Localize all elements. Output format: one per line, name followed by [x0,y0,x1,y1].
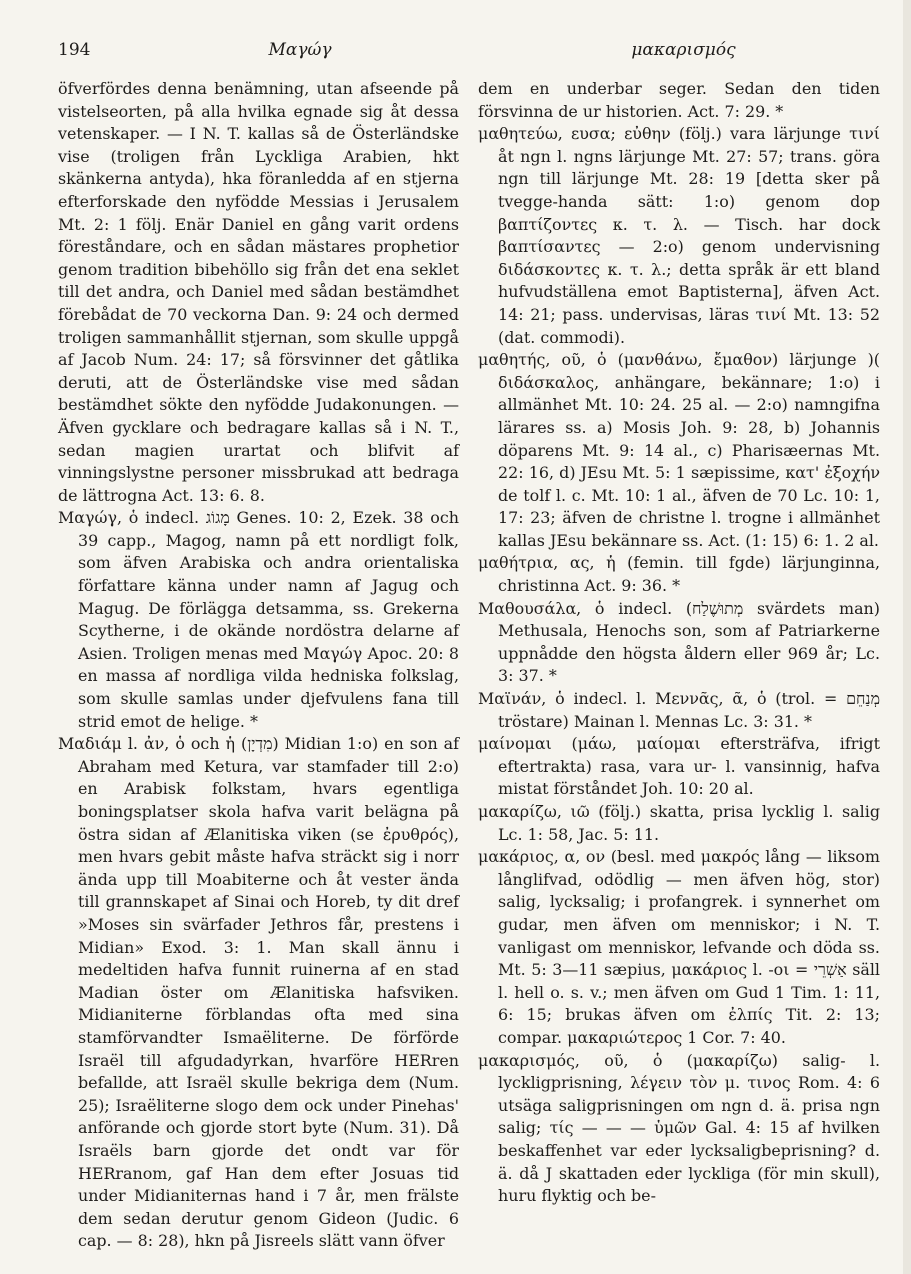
entry-mathetria: μαθήτρια, ας, ἡ (femin. till fgde) lärjunginna, christinna Act. 9: 36. * [478,553,880,596]
page-number: 194 [58,40,91,60]
left-column [58,78,459,1253]
entry-continuation-right: dem en underbar seger. Sedan den tiden försvinna de ur historien. Act. 7: 29. * [478,79,880,121]
entry-mathousala: Μαθουσάλα, ὁ indecl. (מְתוּשֶׁלַח svärdets man) Methusala, Henochs son, som af Patriarkerne uppnådde den högsta åldern eller 969 år; Lc. 3: 37. * [478,598,880,686]
entry-mainan: Μαϊνάν, ὁ indecl. l. Μεννᾶς, ᾶ, ὁ (trol. = מְנַחֵם tröstare) Mainan l. Mennas Lc. 3: 31. * [478,689,880,731]
entry-madiam: Μαδιάμ l. ἀν, ὁ och ἡ (מִדְיָן) Midian 1:o) en son af Abraham med Ketura, var stamfader till 2:o) en Arabisk folkstam, hvars egentliga boningsplatser skola hafva varit belägna på östra sidan af Ælanitiska viken (se ἐρυθρός), men hvars gebit måste hafva sträckt sig i norr ända upp till Moabiterne och åt vester ända till grannskapet af Sinai och Horeb, ty dit dref »Moses sin svärfader Jethros får, prestens i Midian» Exod. 3: 1. Man skall ännu i medeltiden hafva funnit ruinerna af en stad Madian öster om Ælanitiska hafsviken. Midianiterne förblandas ofta med sina stamförvandter Ismaëliterne. De förförde Israël till afgudadyrkan, hvarföre HERren befallde, att Israël skulle bekriga dem (Num. 25); Israëliterne slogo dem ock under Pinehas' anförande och gjorde stort byte (Num. 31). Då Israëls barn gjorde det ondt var för HERranom, gaf Han dem efter Josuas tid under Midianiternas hand i 7 år, men frälste dem sedan derutur genom Gideon (Judic. 6 cap. — 8: 28), hkn på Jisreels slätt vann öfver [58,734,459,1251]
entry-matheteuo: μαθητεύω, ευσα; εὐθην (följ.) vara lärjunge τινί åt ngn l. ngns lärjunge Mt. 27: 57; trans. göra ngn till lärjunge Mt. 28: 19 [detta sker på tvegge-handa sätt: 1:o) genom dop βαπτίζοντες κ. τ. λ. — Tisch. har dock βαπτίσαντες — 2:o) genom undervisning διδάσκοντες κ. τ. λ.; detta språk är ett bland hufvudställena emot Baptisterna], äfven Act. 14: 21; pass. undervisas, läras τινί Mt. 13: 52 (dat. commodi). [478,124,880,347]
entry-makarismos: μακαρισμός, οῦ, ὁ (μακαρίζω) salig- l. lyckligprisning, λέγειν τὸν μ. τινος Rom. 4: 6 utsäga saligprisningen om ngn d. ä. prisa ngn salig; τίς — — — ὑμῶν Gal. 4: 15 af hvilken beskaffenhet var eder lycksaligbeprisning? d. ä. då J skattaden eder lyckliga (för min skull), huru flyktig och be- [478,1050,880,1206]
page-edge [903,0,911,1274]
entry-makarizo: μακαρίζω, ιῶ (följ.) skatta, prisa lycklig l. salig Lc. 1: 58, Jac. 5: 11. [478,802,880,844]
right-column [478,78,880,1208]
right-running-title: μακαρισμός [631,40,736,60]
entry-mathetes: μαθητής, οῦ, ὁ (μανθάνω, ἔμαθον) lärjunge )( διδάσκαλος, anhängare, bekännare; 1:o) i allmänhet Mt. 10: 24. 25 al. — 2:o) namngifna lärares ss. a) Mosis Joh. 9: 28, b) Johannis döparens Mt. 9: 14 al., c) Pharisæernas Mt. 22: 16, d) JEsu Mt. 5: 1 sæpissime, κατ' ἐξοχήν de tolf l. c. Mt. 10: 1 al., äfven de 70 Lc. 10: 1, 17: 23; äfven de christne l. trogne i allmänhet kallas JEsu bekännare ss. Act. (1: 15) 6: 1. 2 al. [478,350,880,550]
entry-magog: Μαγώγ, ὁ indecl. מָגוֹג Genes. 10: 2, Ezek. 38 och 39 capp., Magog, namn på ett nordligt folk, som äfven Arabiska och andra orientaliska författare känna under namn af Jagug och Magug. De förlägga detsamma, ss. Grekerna Scytherne, i de okände nordöstra delarne af Asien. Troligen menas med Μαγώγ Apoc. 20: 8 en massa af nordliga vilda hedniska folkslag, som skulle samlas under djefvulens fana till strid emot de helige. * [58,508,459,731]
left-running-title: Μαγώγ [268,40,332,60]
entry-mainomai: μαίνομαι (μάω, μαίομαι eftersträfva, ifrigt eftertrakta) rasa, vara ur- l. vansinnig, hafva mistat förståndet Joh. 10: 20 al. [478,734,880,799]
entry-makarios: μακάριος, α, ον (besl. med μακρός lång — liksom långlifvad, odödlig — men äfven hög, stor) salig, lycksalig; i profangrek. i synnerhet om gudar, men äfven om menniskor; i N. T. vanligast om menniskor, lefvande och döda ss. Mt. 5: 3—11 sæpius, μακάριος l. -οι = אַשְׁרֵי säll l. hell o. s. v.; men äfven om Gud 1 Tim. 1: 11, 6: 15; brukas äfven om ἐλπίς Tit. 2: 13; compar. μακαριώτερος 1 Cor. 7: 40. [478,847,880,1047]
entry-continuation: öfverfördes denna benämning, utan afseende på vistelseorten, på alla hvilka egnade sig åt dessa vetenskaper. — I N. T. kallas så de Österländske vise (troligen från Lyckliga Arabien, hkt skänkerna antyda), hka föranledda af en stjerna efterforskade den nyfödde Messias i Jerusalem Mt. 2: 1 följ. Enär Daniel en gång varit ordens föreståndare, och en sådan mästares prophetior genom tradition bibehöllo sig från det ena seklet till det andra, och Daniel med sådan bestämdhet förebådat de 70 veckorna Dan. 9: 24 och dermed troligen sammanhållit stjernan, som skulle uppgå af Jacob Num. 24: 17; så försvinner det gåtlika deruti, att de Österländske vise med sådan bestämdhet sökte den nyfödde Judakonungen. — Äfven gycklare och bedragare kallas så i N. T., sedan magien urartat och blifvit af vinningslystne personer missbrukad att bedraga de lättrogna Act. 13: 6. 8. [58,79,459,505]
